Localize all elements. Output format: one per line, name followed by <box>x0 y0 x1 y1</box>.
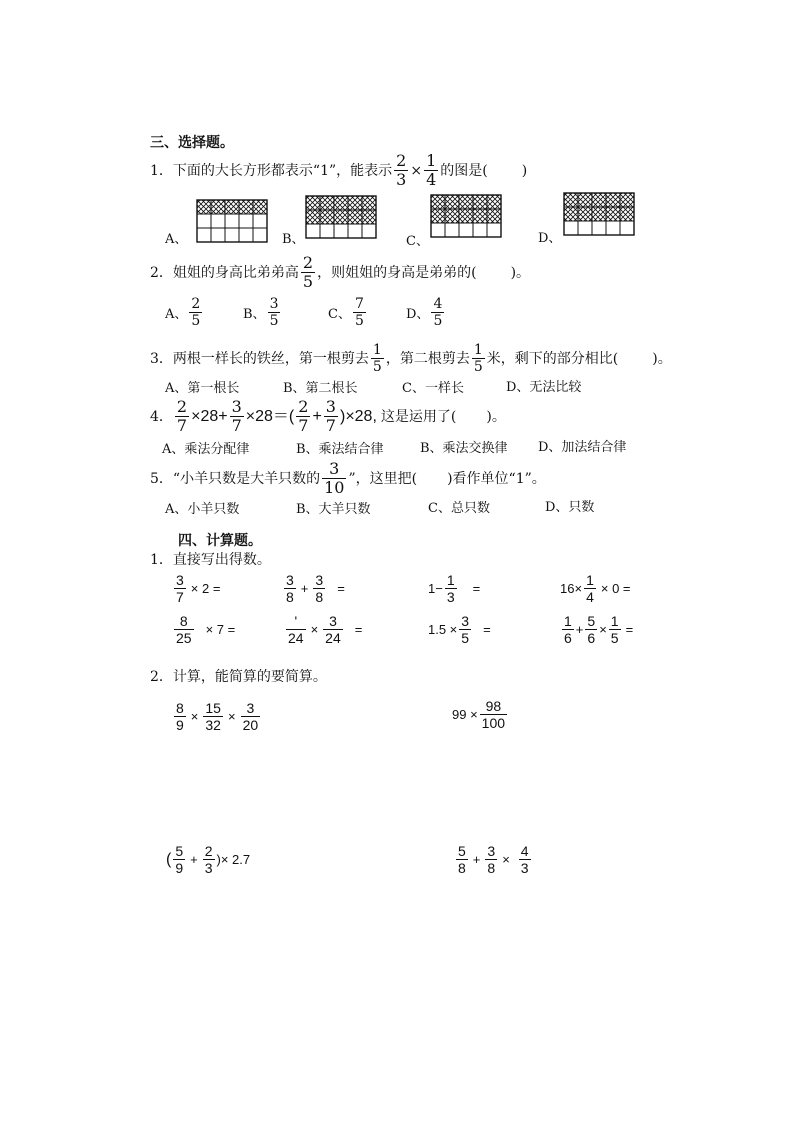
fraction: $\frac{1}{4}$ <box>426 151 437 189</box>
fraction: $\frac{2}{5}$ <box>191 296 201 329</box>
question-text: 米，剩下的部分相比( <box>486 350 619 367</box>
question-1 <box>150 152 527 189</box>
fraction: $\frac{1}{5}$ <box>473 342 483 375</box>
mental-math-item-1[interactable]: $\frac{3}{7}$ × 2 = <box>176 572 221 605</box>
fraction: $\frac{3}{10}$ <box>324 459 345 497</box>
fraction: $\frac{3}{5}$ <box>461 613 470 646</box>
fraction: $\frac{3}{7}$ <box>231 397 242 435</box>
fraction: $\frac{3}{8}$ <box>487 843 496 876</box>
fraction: $\frac{'}{24}$ <box>288 613 304 646</box>
section-3-title: 三、选择题。 <box>150 135 234 151</box>
expression-part: + <box>312 407 322 425</box>
fraction: $\frac{3}{20}$ <box>242 700 259 733</box>
question-text: ，则姐姐的身高是弟弟的( <box>317 264 477 281</box>
question-text: )。 <box>652 350 672 367</box>
part-2-title: 2．计算，能简算的要简算。 <box>150 669 327 685</box>
question-3 <box>150 342 672 375</box>
question-text: 下面的大长方形都表示“1”，能表示 <box>172 162 393 179</box>
expression-part: ×28+ <box>191 407 228 425</box>
q4-option-c[interactable]: B、乘法交换律 <box>420 441 508 456</box>
q2-option-c[interactable]: C、 $\frac{7}{5}$ <box>328 296 364 329</box>
calc-expression-1[interactable]: $\frac{8}{9}$ × $\frac{15}{32}$ × $\frac{3}{20}$ <box>176 700 259 733</box>
question-text: 这是运用了( <box>380 408 457 425</box>
fraction: $\frac{1}{4}$ <box>586 572 594 605</box>
calc-expression-2[interactable]: 99 × $\frac{98}{100}$ <box>452 698 506 731</box>
q2-option-a[interactable]: A、 $\frac{2}{5}$ <box>165 296 201 329</box>
question-text: ”，这里把( <box>348 470 418 487</box>
option-b-label[interactable]: B、 <box>282 232 305 247</box>
question-number: 2． <box>150 264 173 281</box>
fraction: $\frac{1}{3}$ <box>446 572 455 605</box>
q5-option-a[interactable]: A、小羊只数 <box>165 502 240 517</box>
question-number: 5． <box>150 470 173 487</box>
fraction: $\frac{3}{8}$ <box>315 572 324 605</box>
mental-math-item-7[interactable]: 1.5 × $\frac{3}{5}$ = <box>428 613 491 646</box>
mental-math-item-6[interactable]: $\frac{'}{24}$ × $\frac{3}{24}$ = <box>288 613 363 646</box>
q3-option-d[interactable]: D、无法比较 <box>506 380 582 395</box>
question-text: “小羊只数是大羊只数的 <box>172 470 321 487</box>
question-text: )。 <box>486 408 506 425</box>
option-c-label[interactable]: C、 <box>406 234 429 249</box>
question-text: ) <box>521 162 528 179</box>
q4-option-b[interactable]: B、乘法结合律 <box>296 442 384 457</box>
q5-option-d[interactable]: D、只数 <box>545 500 595 515</box>
fraction: $\frac{1}{5}$ <box>372 342 382 375</box>
grid-option-c <box>430 194 502 238</box>
question-text: 两根一样长的铁丝，第一根剪去 <box>172 350 369 367</box>
calc-expression-3[interactable]: ( $\frac{5}{9}$ + $\frac{2}{3}$ )× 2.7 <box>166 843 251 876</box>
fraction: $\frac{8}{25}$ <box>176 613 192 646</box>
fraction: $\frac{3}{5}$ <box>269 296 279 329</box>
grid-option-a <box>196 199 268 243</box>
question-text: ，第二根剪去 <box>385 350 470 367</box>
fraction: $\frac{8}{9}$ <box>176 700 184 733</box>
mental-math-item-8[interactable]: $\frac{1}{6}$ + $\frac{5}{6}$ × $\frac{1}{5}$ = <box>564 613 634 646</box>
question-number: 3． <box>150 350 173 367</box>
fraction: $\frac{5}{8}$ <box>458 843 466 876</box>
question-2 <box>150 254 530 291</box>
q4-option-a[interactable]: A、乘法分配律 <box>162 442 250 457</box>
q3-option-b[interactable]: B、第二根长 <box>283 381 358 396</box>
fraction: $\frac{5}{9}$ <box>175 843 184 876</box>
q3-option-c[interactable]: C、一样长 <box>402 381 464 396</box>
section-4-title: 四、计算题。 <box>178 533 262 549</box>
question-text: )看作单位“1”。 <box>447 470 546 487</box>
question-number: 1． <box>150 162 173 179</box>
q3-option-a[interactable]: A、第一根长 <box>165 381 240 396</box>
mental-math-item-5[interactable]: $\frac{8}{25}$ × 7 = <box>176 613 236 646</box>
fraction: $\frac{3}{8}$ <box>286 572 294 605</box>
q5-option-b[interactable]: B、大羊只数 <box>296 502 371 517</box>
fraction: $\frac{15}{32}$ <box>205 700 221 733</box>
q2-option-b[interactable]: B、 $\frac{3}{5}$ <box>243 296 279 329</box>
expression-part: ×28＝( <box>245 407 295 425</box>
grid-option-b <box>305 195 377 239</box>
question-5 <box>150 460 546 497</box>
part-1-title: 1．直接写出得数。 <box>150 552 271 568</box>
grid-option-d <box>563 192 635 236</box>
mental-math-item-4[interactable]: 16× $\frac{1}{4}$ × 0 = <box>560 572 631 605</box>
fraction: $\frac{2}{7}$ <box>176 397 188 435</box>
fraction: $\frac{2}{3}$ <box>204 843 213 876</box>
fraction: $\frac{98}{100}$ <box>481 698 506 731</box>
calc-expression-4[interactable]: $\frac{5}{8}$ + $\frac{3}{8}$ × $\frac{4}{3}$ <box>458 843 529 876</box>
q4-option-d[interactable]: D、加法结合律 <box>538 440 627 455</box>
fraction: $\frac{5}{6}$ <box>587 613 596 646</box>
q5-option-c[interactable]: C、总只数 <box>428 501 490 516</box>
fraction: $\frac{1}{5}$ <box>610 613 619 646</box>
question-text: 姐姐的身高比弟弟高 <box>172 264 299 281</box>
question-number: 4． <box>150 408 173 425</box>
fraction: $\frac{3}{7}$ <box>325 397 336 435</box>
option-d-label[interactable]: D、 <box>538 231 562 246</box>
fraction: $\frac{1}{6}$ <box>564 613 572 646</box>
question-4 <box>150 398 506 435</box>
fraction: $\frac{2}{3}$ <box>396 151 407 189</box>
fraction: $\frac{2}{7}$ <box>298 397 309 435</box>
fraction: $\frac{3}{24}$ <box>325 613 341 646</box>
option-a-label[interactable]: A、 <box>165 232 188 247</box>
fraction: $\frac{3}{7}$ <box>176 572 184 605</box>
mental-math-item-2[interactable]: $\frac{3}{8}$ + $\frac{3}{8}$ = <box>286 572 345 605</box>
fraction: $\frac{4}{5}$ <box>433 296 443 329</box>
q2-option-d[interactable]: D、 $\frac{4}{5}$ <box>406 296 443 329</box>
fraction: $\frac{2}{5}$ <box>302 253 314 291</box>
question-text: )。 <box>510 264 531 281</box>
fraction: $\frac{7}{5}$ <box>354 296 364 329</box>
fraction: $\frac{4}{3}$ <box>520 843 529 876</box>
times-sign: × <box>410 162 423 179</box>
question-text: 的图是( <box>440 162 488 179</box>
expression-part: )×28, <box>339 407 377 425</box>
mental-math-item-3[interactable]: 1− $\frac{1}{3}$ = <box>428 572 481 605</box>
